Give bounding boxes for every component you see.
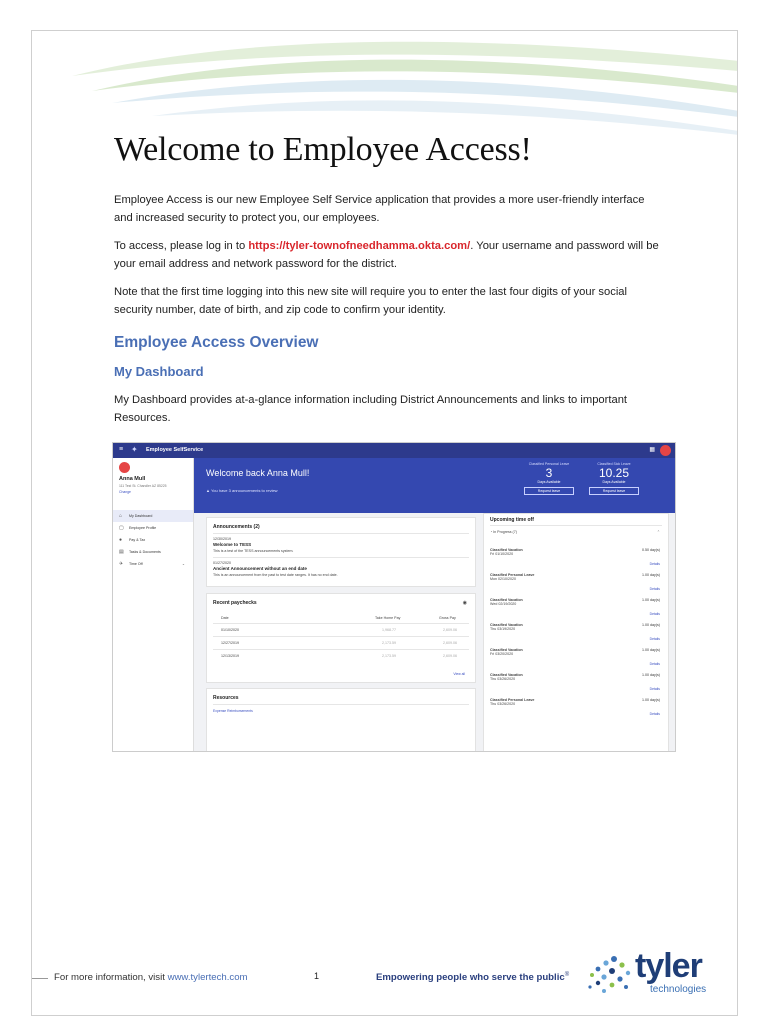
timeoff-type: Classified Personal Leave xyxy=(490,573,535,577)
in-progress-icon: ◔ xyxy=(490,530,494,534)
timeoff-amount: 1.00 day(s) xyxy=(642,648,660,652)
gross-pay: 2,609.06 xyxy=(443,654,457,658)
section-heading: Employee Access Overview xyxy=(114,334,319,351)
personal-leave-stat xyxy=(524,462,574,495)
app-title: Employee SelfService xyxy=(146,447,204,453)
sick-leave-stat xyxy=(589,462,639,495)
nav-label: Tasks & Documents xyxy=(129,550,161,554)
stat-value: 10.25 xyxy=(598,466,630,480)
timeoff-type: Classified Personal Leave xyxy=(490,698,535,702)
okta-login-link[interactable]: https://tyler-townofneedhamma.okta.com/ xyxy=(248,240,471,252)
chevron-down-icon: ⌄ xyxy=(181,562,185,566)
announcement-title: Ancient Announcement without an end date xyxy=(213,566,307,571)
details-link: Details xyxy=(649,587,660,591)
timeoff-date: Wed 02/19/2020 xyxy=(490,602,517,606)
timeoff-type: Classified Vacation xyxy=(490,648,523,652)
announcement-date: 12/30/2019 xyxy=(213,537,231,541)
access-paragraph xyxy=(114,237,659,273)
gross-pay: 2,609.06 xyxy=(443,628,457,632)
eye-icon: ◉ xyxy=(462,600,467,606)
divider xyxy=(490,525,662,526)
card-title: Upcoming time off xyxy=(490,517,534,523)
timeoff-amount: 1.00 day(s) xyxy=(642,698,660,702)
access-text-before: To access, please log in to xyxy=(114,240,249,252)
tyler-brand: tyler xyxy=(635,947,702,985)
footer-rule xyxy=(32,978,48,979)
dollar-icon: ● xyxy=(119,537,123,543)
stat-sub: Days Available xyxy=(602,480,626,484)
welcome-banner xyxy=(194,458,675,513)
page-number: 1 xyxy=(314,971,320,981)
nav-label: My Dashboard xyxy=(129,514,153,518)
page-title: Welcome to Employee Access! xyxy=(114,131,532,168)
resource-link: Expense Reimbursements xyxy=(213,709,253,713)
timeoff-status xyxy=(490,530,517,534)
app-topbar xyxy=(113,443,675,458)
timeoff-amount: 1.00 day(s) xyxy=(642,598,660,602)
footer-tagline xyxy=(376,972,569,983)
header-swoosh-graphic xyxy=(32,31,738,141)
tylertech-link[interactable]: www.tylertech.com xyxy=(167,972,248,983)
paycheck-date: 01/10/2020 xyxy=(221,628,239,632)
announcement-title: Welcome to TESS xyxy=(213,542,252,547)
announcement-date: 01/27/2020 xyxy=(213,561,231,565)
nav-item-profile xyxy=(113,522,193,534)
timeoff-type: Classified Vacation xyxy=(490,548,523,552)
document-icon: ▤ xyxy=(119,549,124,555)
nav-label: Pay & Tax xyxy=(129,538,146,542)
timeoff-date: Fri 03/20/2020 xyxy=(490,652,514,656)
column-header: Take Home Pay xyxy=(375,616,401,620)
change-link: Change xyxy=(119,490,131,494)
details-link: Details xyxy=(649,562,660,566)
plane-icon: ✈ xyxy=(119,561,124,567)
stat-sub: Days Available xyxy=(537,480,561,484)
card-title: Recent paychecks xyxy=(213,600,257,606)
status-text: In Progress (7) xyxy=(493,530,517,534)
timeoff-date: Thu 03/26/2020 xyxy=(490,677,516,681)
gross-pay: 2,609.06 xyxy=(443,641,457,645)
tyler-brand-sub: technologies xyxy=(650,984,707,995)
request-leave-button: Request leave xyxy=(524,487,574,495)
user-name: Anna Mull xyxy=(119,476,146,482)
timeoff-date: Thu 03/26/2020 xyxy=(490,702,516,706)
timeoff-card xyxy=(483,513,669,752)
nav-item-timeoff xyxy=(113,558,193,570)
card-title: Announcements (2) xyxy=(213,524,260,530)
timeoff-date: Fri 01/10/2020 xyxy=(490,552,514,556)
intro-paragraph: Employee Access is our new Employee Self Service application that provides a more user-friendly interface and increased security to protect you, our employees. xyxy=(114,194,645,224)
request-leave-button: Request leave xyxy=(589,487,639,495)
resources-card xyxy=(206,688,476,752)
divider xyxy=(213,533,469,534)
document-page xyxy=(31,30,738,1016)
home-icon: ⌂ xyxy=(119,513,123,519)
announcement-text: This is a test of the TESS announcements system. xyxy=(213,549,294,553)
subsection-heading: My Dashboard xyxy=(114,364,204,379)
footer-info xyxy=(54,972,248,983)
user-avatar xyxy=(119,462,130,473)
timeoff-date: Mon 02/10/2020 xyxy=(490,577,516,581)
take-home-pay: 1,968.77 xyxy=(382,628,396,632)
chevron-up-icon: ⌃ xyxy=(656,530,660,534)
nav-label: Employee Profile xyxy=(129,526,157,530)
details-link: Details xyxy=(649,687,660,691)
timeoff-type: Classified Vacation xyxy=(490,598,523,602)
timeoff-type: Classified Vacation xyxy=(490,623,523,627)
nav-item-tasks xyxy=(113,546,193,558)
dashboard-screenshot xyxy=(112,442,676,752)
nav-label: Time Off xyxy=(129,562,143,566)
divider xyxy=(213,704,469,705)
announcement-notice xyxy=(206,488,278,493)
user-address: 111 Test St. Chandler AZ 85225 xyxy=(119,484,167,488)
timeoff-amount: 1.00 day(s) xyxy=(642,623,660,627)
details-link: Details xyxy=(649,712,660,716)
card-title: Resources xyxy=(213,695,239,701)
divider xyxy=(213,557,469,558)
timeoff-amount: 1.00 day(s) xyxy=(642,673,660,677)
stat-value: 3 xyxy=(545,466,553,480)
access-text-after: . Your username and password will be your email address and network password for the district. xyxy=(114,240,659,270)
divider xyxy=(213,623,469,624)
divider xyxy=(213,636,469,637)
apps-grid-icon: ▦ xyxy=(649,447,655,453)
warning-icon: ▲ xyxy=(206,488,211,493)
hamburger-menu-icon: ≡ xyxy=(119,446,124,453)
notice-text: You have 3 announcements to review xyxy=(211,488,278,493)
app-sidebar xyxy=(113,458,194,751)
paycheck-date: 12/27/2019 xyxy=(221,641,239,645)
timeoff-type: Classified Vacation xyxy=(490,673,523,677)
take-home-pay: 2,173.59 xyxy=(382,641,396,645)
paychecks-card xyxy=(206,593,476,683)
column-header: Date xyxy=(221,616,229,620)
topbar-avatar xyxy=(660,445,671,456)
document-content xyxy=(114,131,659,437)
timeoff-date: Thu 03/19/2020 xyxy=(490,627,516,631)
nav-item-dashboard xyxy=(113,510,193,522)
app-logo-icon: ✦ xyxy=(131,445,138,454)
announcements-card xyxy=(206,517,476,587)
page-footer xyxy=(32,947,738,1001)
tagline-text: Empowering people who serve the public xyxy=(376,972,565,984)
view-all-link: View all xyxy=(453,672,465,676)
paycheck-date: 12/13/2019 xyxy=(221,654,239,658)
stat-label: Classified Personal Leave xyxy=(528,462,570,466)
details-link: Details xyxy=(649,662,660,666)
take-home-pay: 2,173.59 xyxy=(382,654,396,658)
announcement-text: This is an announcement from the past to test date ranges. It has no end date. xyxy=(213,573,338,577)
stat-label: Classified Sick Leave xyxy=(597,462,631,466)
details-link: Details xyxy=(649,612,660,616)
welcome-text: Welcome back Anna Mull! xyxy=(206,468,310,478)
tyler-logo-dots-icon xyxy=(584,953,634,997)
first-login-paragraph: Note that the first time logging into this new site will require you to enter the last four digits of your social security number, date of birth, and zip code to confirm your identity. xyxy=(114,286,628,316)
timeoff-amount: 0.50 day(s) xyxy=(642,548,660,552)
sidebar-nav xyxy=(113,510,193,570)
divider xyxy=(213,649,469,650)
timeoff-amount: 1.00 day(s) xyxy=(642,573,660,577)
registered-mark: ® xyxy=(564,972,570,978)
nav-item-pay xyxy=(113,534,193,546)
profile-icon: ▢ xyxy=(119,525,124,531)
footer-info-text: For more information, visit xyxy=(54,972,168,983)
dashboard-paragraph: My Dashboard provides at-a-glance information including District Announcements and links to important Resources. xyxy=(114,394,628,424)
details-link: Details xyxy=(649,637,660,641)
column-header: Gross Pay xyxy=(439,616,456,620)
